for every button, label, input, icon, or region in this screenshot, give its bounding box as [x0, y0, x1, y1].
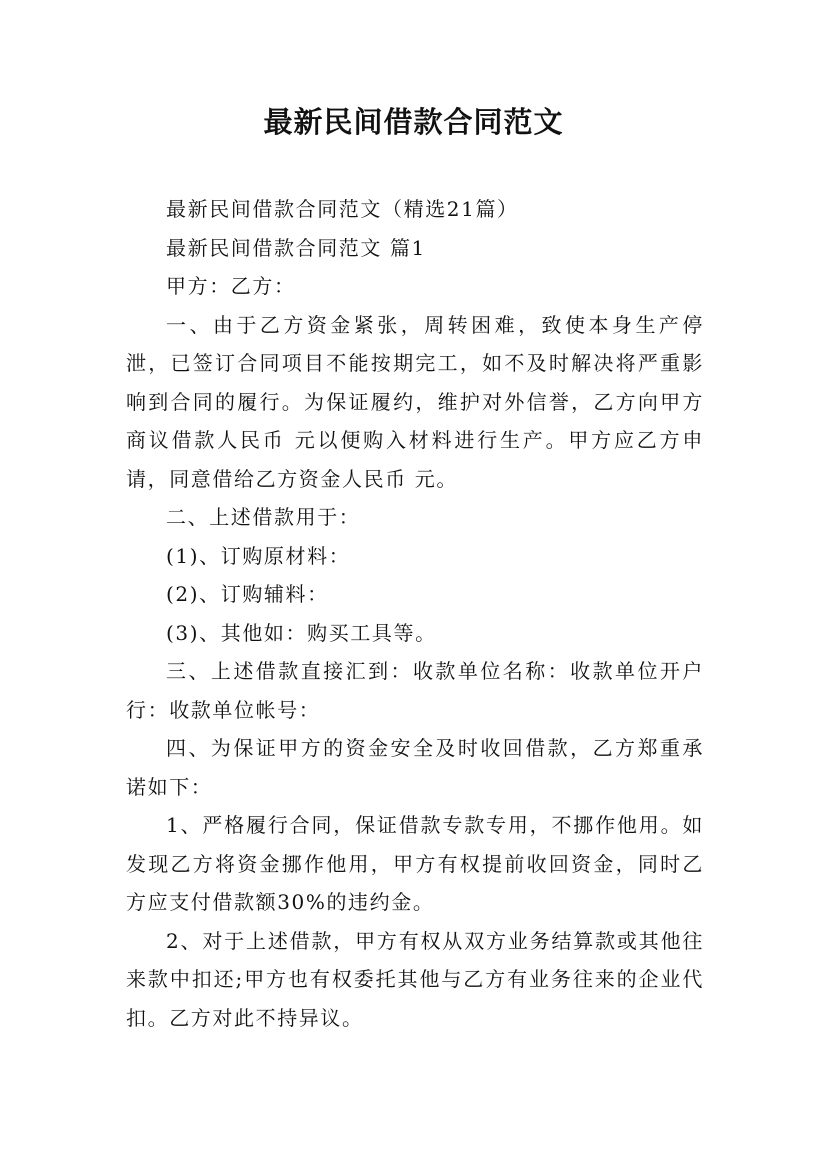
- paragraph-subtitle: 最新民间借款合同范文（精选21篇）: [166, 197, 519, 221]
- paragraph-promise-1: 1、严格履行合同，保证借款专款专用，不挪作他用。如发现乙方将资金挪作他用，甲方有权提前收回资金，同时乙方应支付借款额30%的违约金。: [126, 813, 704, 914]
- paragraph-clause-1: 一、由于乙方资金紧张，周转困难，致使本身生产停泄，已签订合同项目不能按期完工，如不及时解决将严重影响到合同的履行。为保证履约，维护对外信誉，乙方向甲方商议借款人民币 元以便购入材料进行生产。甲方应乙方申请，同意借给乙方资金人民币 元。: [126, 312, 704, 491]
- paragraph-item-1: (1)、订购原材料：: [166, 543, 351, 568]
- paragraph-item-2: (2)、订购辅料：: [166, 582, 329, 606]
- paragraph-clause-3: 三、上述借款直接汇到：收款单位名称：收款单位开户行：收款单位帐号：: [126, 659, 704, 722]
- paragraph-clause-2: 二、上述借款用于：: [166, 505, 361, 529]
- paragraph-section-heading: 最新民间借款合同范文 篇1: [166, 235, 426, 260]
- paragraph-parties: 甲方：乙方：: [166, 274, 296, 298]
- paragraph-item-3: (3)、其他如：购买工具等。: [166, 620, 437, 645]
- paragraph-clause-4: 四、为保证甲方的资金安全及时收回借款，乙方郑重承诺如下：: [126, 736, 704, 799]
- paragraph-promise-2: 2、对于上述借款，甲方有权从双方业务结算款或其他往来款中扣还;甲方也有权委托其他与乙方有业务往来的企业代扣。乙方对此不持异议。: [126, 928, 704, 1030]
- document-title: 最新民间借款合同范文: [263, 105, 564, 139]
- document-body: [126, 190, 704, 1037]
